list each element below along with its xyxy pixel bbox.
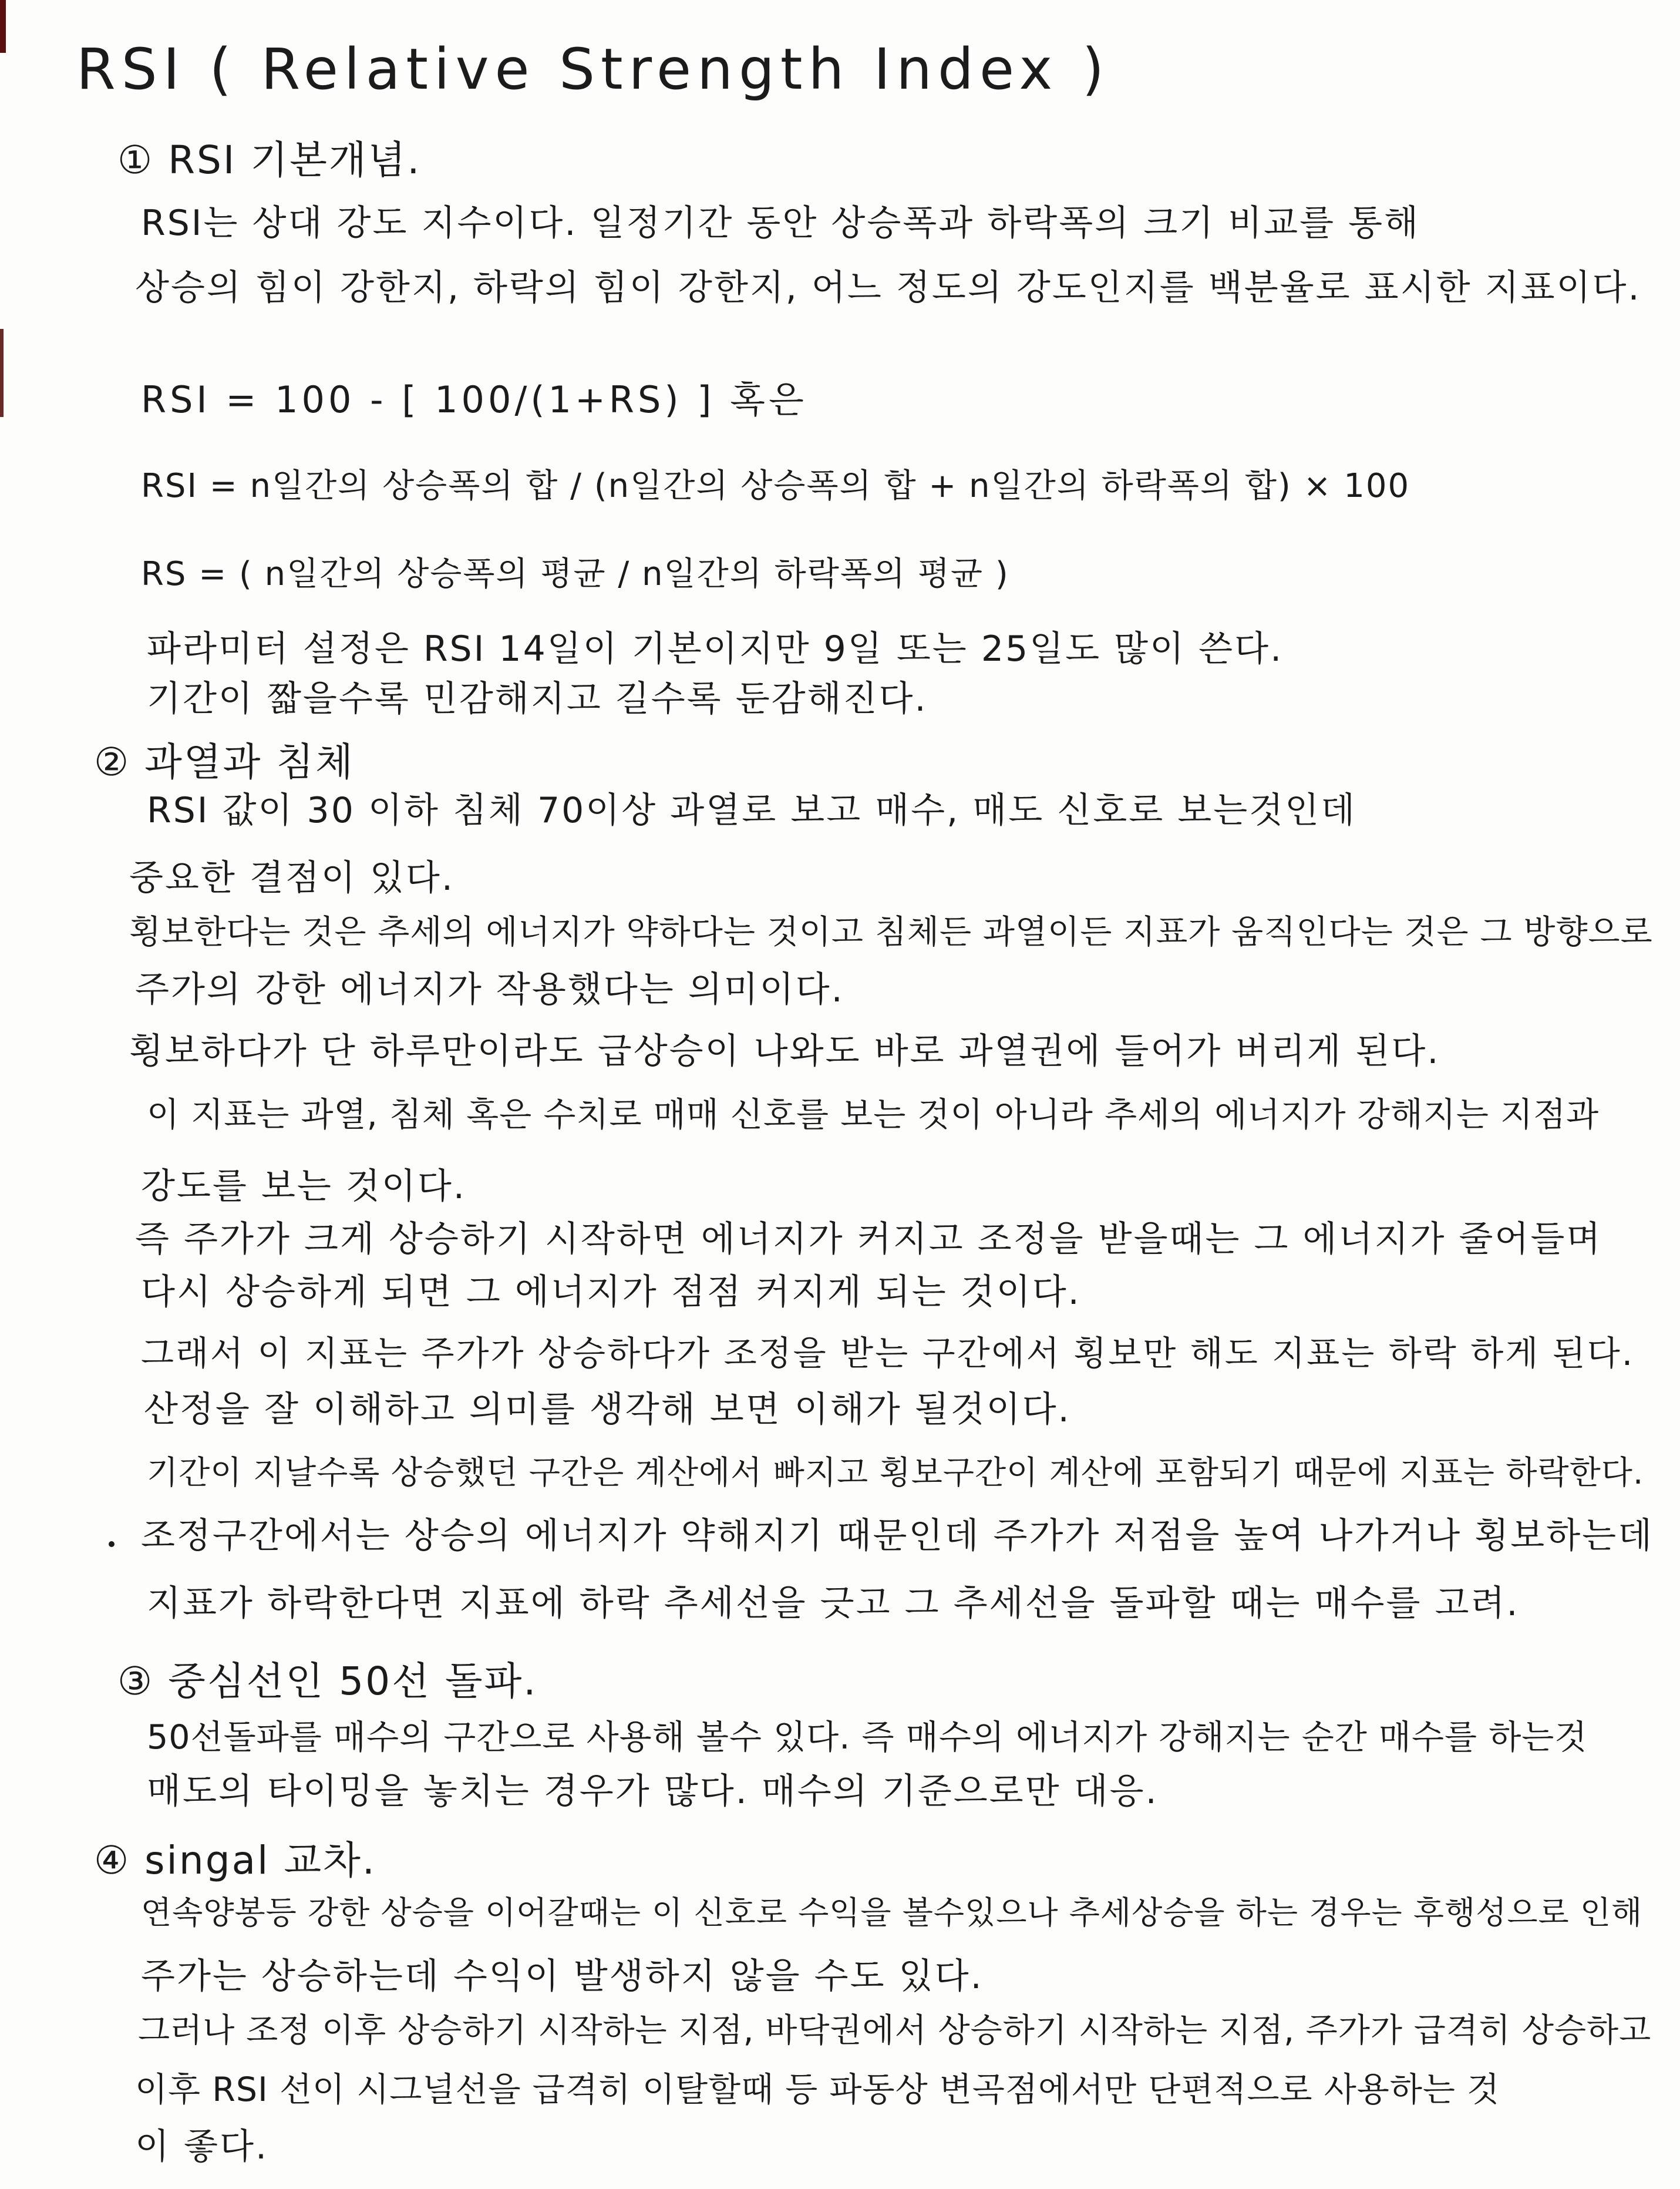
section-4-line: 연속양봉등 강한 상승을 이어갈때는 이 신호로 수익을 볼수있으나 추세상승을 하는 경우는 후행성으로 인해 <box>141 1894 1643 1931</box>
section-2-line: 횡보하다가 단 하루만이라도 급상승이 나와도 바로 과열권에 들어가 버리게 된다. <box>129 1031 1440 1072</box>
section-1-note: 기간이 짧을수록 민감해지고 길수록 둔감해진다. <box>147 678 928 719</box>
section-1-line: 상승의 힘이 강한지, 하락의 힘이 강한지, 어느 정도의 강도인지를 백분율로 표시한 지표이다. <box>135 267 1641 308</box>
section-1-note: 파라미터 설정은 RSI 14일이 기본이지만 9일 또는 25일도 많이 쓴다. <box>147 628 1284 670</box>
section-2-line: 횡보한다는 것은 추세의 에너지가 약하다는 것이고 침체든 과열이든 지표가 움직인다는 것은 그 방향으로 <box>129 913 1653 951</box>
section-4-line: 이 좋다. <box>135 2126 269 2167</box>
section-4-line: 이후 RSI 선이 시그널선을 급격히 이탈할때 등 파동상 변곡점에서만 단편적으로 사용하는 것 <box>135 2070 1500 2109</box>
rsi-formula: RSI = 100 - [ 100/(1+RS) ] 혹은 <box>141 378 807 421</box>
page-title: RSI ( Relative Strength Index ) <box>76 36 1110 102</box>
section-2-line: 주가의 강한 에너지가 작용했다는 의미이다. <box>135 969 844 1010</box>
section-2-line: 이 지표는 과열, 침체 혹은 수치로 매매 신호를 보는 것이 아니라 추세의 에너지가 강해지는 지점과 <box>147 1095 1600 1134</box>
page-edge-mark <box>0 329 4 417</box>
section-2-line: 즉 주가가 크게 상승하기 시작하면 에너지가 커지고 조정을 받을때는 그 에너지가 줄어들며 <box>135 1219 1602 1260</box>
section-3-heading: ③ 중심선인 50선 돌파. <box>117 1659 538 1704</box>
section-2-line: RSI 값이 30 이하 침체 70이상 과열로 보고 매수, 매도 신호로 보는것인데 <box>147 790 1357 831</box>
section-4-heading: ④ singal 교차. <box>94 1838 376 1883</box>
section-1-line: RSI는 상대 강도 지수이다. 일정기간 동안 상승폭과 하락폭의 크기 비교를 통해 <box>141 203 1420 244</box>
section-2-line: 중요한 결점이 있다. <box>129 858 454 899</box>
section-2-line: 산정을 잘 이해하고 의미를 생각해 보면 이해가 될것이다. <box>144 1389 1071 1430</box>
section-2-line: 조정구간에서는 상승의 에너지가 약해지기 때문인데 주가가 저점을 높여 나가거나 횡보하는데 <box>141 1515 1654 1556</box>
section-3-line: 50선돌파를 매수의 구간으로 사용해 볼수 있다. 즉 매수의 에너지가 강해지는 순간 매수를 하는것 <box>147 1718 1588 1757</box>
section-2-heading: ② 과열과 침체 <box>94 739 355 785</box>
rs-formula: RS = ( n일간의 상승폭의 평균 / n일간의 하락폭의 평균 ) <box>141 555 1009 593</box>
section-2-line: 기간이 지날수록 상승했던 구간은 계산에서 빠지고 횡보구간이 계산에 포함되기 때문에 지표는 하락한다. <box>147 1454 1644 1491</box>
section-2-line: 그래서 이 지표는 주가가 상승하다가 조정을 받는 구간에서 횡보만 해도 지표는 하락 하게 된다. <box>141 1333 1635 1373</box>
rsi-formula-expanded: RSI = n일간의 상승폭의 합 / (n일간의 상승폭의 합 + n일간의 하락폭의 합) × 100 <box>141 467 1410 505</box>
section-4-line: 그러나 조정 이후 상승하기 시작하는 지점, 바닥권에서 상승하기 시작하는 지점, 주가가 급격히 상승하고 <box>138 2012 1652 2050</box>
section-1-heading: ① RSI 기본개념. <box>117 137 422 183</box>
section-2-line: 다시 상승하게 되면 그 에너지가 점점 커지게 되는 것이다. <box>141 1272 1081 1313</box>
section-4-line: 주가는 상승하는데 수익이 발생하지 않을 수도 있다. <box>141 1956 984 1997</box>
section-2-line: 강도를 보는 것이다. <box>141 1166 466 1207</box>
bullet-dot <box>109 1541 115 1547</box>
section-3-line: 매도의 타이밍을 놓치는 경우가 많다. 매수의 기준으로만 대응. <box>147 1771 1159 1812</box>
section-2-line: 지표가 하락한다면 지표에 하락 추세선을 긋고 그 추세선을 돌파할 때는 매수를 고려. <box>147 1583 1520 1624</box>
page-edge-mark <box>0 0 6 53</box>
